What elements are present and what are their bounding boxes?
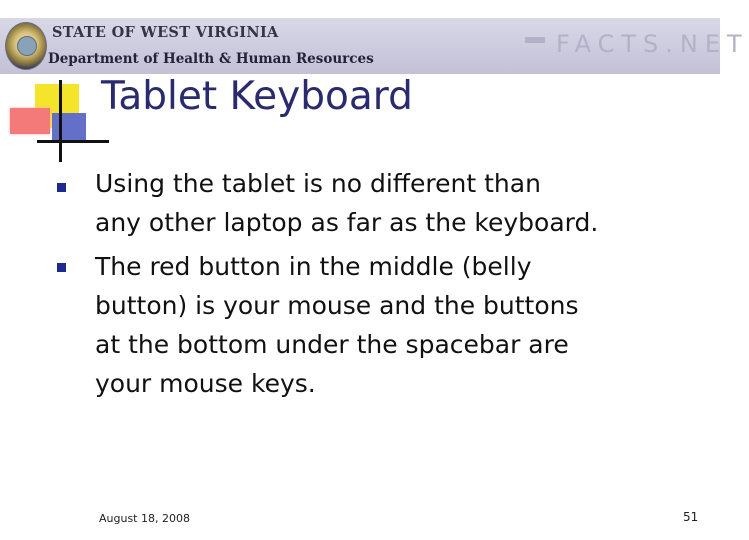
bullet-square-icon: [57, 183, 66, 192]
decor-square-blue: [52, 113, 86, 143]
slide-title: Tablet Keyboard: [101, 74, 413, 119]
decor-horizontal-line: [37, 140, 109, 143]
facts-net-logo: FACTS.NET: [556, 30, 749, 58]
bullet-line: at the bottom under the spacebar are: [95, 330, 569, 359]
logo-bar-decoration: [525, 37, 545, 43]
bullet-line: button) is your mouse and the buttons: [95, 291, 579, 320]
footer-date: August 18, 2008: [99, 512, 190, 525]
seal-center: [17, 36, 37, 56]
bullet-line: Using the tablet is no different than: [95, 169, 541, 198]
bullet-square-icon: [57, 263, 66, 272]
page-number: 51: [683, 510, 699, 524]
state-title: STATE OF WEST VIRGINIA: [52, 24, 279, 41]
decor-square-red: [10, 108, 50, 134]
bullet-line: any other laptop as far as the keyboard.: [95, 208, 599, 237]
bullet-line: your mouse keys.: [95, 369, 316, 398]
header-banner: [0, 18, 749, 74]
state-seal-icon: [5, 22, 47, 70]
decor-vertical-line: [59, 80, 62, 162]
department-title: Department of Health & Human Resources: [48, 51, 374, 67]
bullet-line: The red button in the middle (belly: [95, 252, 532, 281]
